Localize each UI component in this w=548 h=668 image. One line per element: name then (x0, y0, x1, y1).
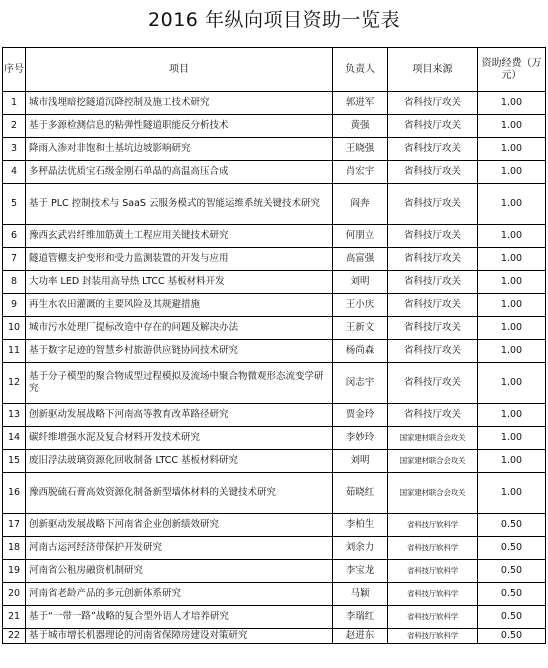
cell-seq: 1 (3, 92, 26, 115)
cell-leader: 刘明 (333, 450, 388, 473)
table-row (3, 184, 546, 225)
cell-leader: 杨尚森 (333, 340, 388, 363)
cell-seq: 20 (3, 583, 26, 606)
table-row (3, 583, 546, 606)
header-leader: 负责人 (333, 48, 388, 92)
cell-leader: 王新文 (333, 317, 388, 340)
cell-project: 基于城市增长机器理论的河南省保障房建设对策研究 (26, 629, 333, 644)
cell-funding: 1.00 (478, 404, 546, 427)
funding-table (2, 47, 546, 644)
table-row (3, 560, 546, 583)
cell-source: 省科技厅攻关 (388, 317, 478, 340)
cell-leader: 闵志宇 (333, 363, 388, 404)
cell-leader: 赵进东 (333, 629, 388, 644)
header-source: 项目来源 (388, 48, 478, 92)
cell-project: 基于多源检测信息的粘弹性隧道职能反分析技术 (26, 115, 333, 138)
table-row (3, 248, 546, 271)
cell-leader: 刘明 (333, 271, 388, 294)
cell-seq: 22 (3, 629, 26, 644)
cell-funding: 1.00 (478, 294, 546, 317)
cell-funding: 1.00 (478, 138, 546, 161)
table-row (3, 225, 546, 248)
cell-seq: 18 (3, 537, 26, 560)
cell-source: 省科技厅软科学 (388, 514, 478, 537)
cell-leader: 茹晓红 (333, 473, 388, 514)
cell-funding: 1.00 (478, 161, 546, 184)
cell-project: 大功率 LED 封装用高导热 LTCC 基板材料开发 (26, 271, 333, 294)
cell-project: 基于数字足迹的智慧乡村旅游供应链协同技术研究 (26, 340, 333, 363)
cell-leader: 王小庆 (333, 294, 388, 317)
cell-leader: 肖宏宇 (333, 161, 388, 184)
cell-leader: 贾金玲 (333, 404, 388, 427)
cell-project: 基于“一带一路”战略的复合型外语人才培养研究 (26, 606, 333, 629)
header-seq: 序号 (3, 48, 26, 92)
table-row (3, 161, 546, 184)
cell-project: 碳纤维增强水泥及复合材料开发技术研究 (26, 427, 333, 450)
table-row (3, 115, 546, 138)
cell-source: 省科技厅攻关 (388, 184, 478, 225)
cell-source: 省科技厅软科学 (388, 537, 478, 560)
cell-source: 国家建材联合会攻关 (388, 473, 478, 514)
cell-source: 国家建材联合会攻关 (388, 427, 478, 450)
cell-source: 省科技厅攻关 (388, 271, 478, 294)
cell-project: 多秤晶法优质宝石级金刚石单晶的高温高压合成 (26, 161, 333, 184)
cell-leader: 王晓强 (333, 138, 388, 161)
cell-leader: 郭进军 (333, 92, 388, 115)
cell-seq: 12 (3, 363, 26, 404)
cell-seq: 10 (3, 317, 26, 340)
cell-source: 省科技厅攻关 (388, 340, 478, 363)
cell-seq: 14 (3, 427, 26, 450)
header-project: 项目 (26, 48, 333, 92)
cell-leader: 高富强 (333, 248, 388, 271)
cell-seq: 19 (3, 560, 26, 583)
cell-source: 省科技厅攻关 (388, 363, 478, 404)
cell-leader: 马颖 (333, 583, 388, 606)
table-row (3, 294, 546, 317)
cell-seq: 3 (3, 138, 26, 161)
cell-source: 省科技厅软科学 (388, 629, 478, 644)
cell-seq: 16 (3, 473, 26, 514)
cell-funding: 0.50 (478, 514, 546, 537)
cell-project: 河南省老龄产品的多元创新体系研究 (26, 583, 333, 606)
header-funding: 资助经费（万元） (478, 48, 546, 92)
page-title: 2016 年纵向项目资助一览表 (148, 9, 400, 31)
cell-funding: 1.00 (478, 473, 546, 514)
cell-leader: 黄强 (333, 115, 388, 138)
cell-funding: 1.00 (478, 450, 546, 473)
cell-project: 城市浅埋暗挖隧道沉降控制及施工技术研究 (26, 92, 333, 115)
cell-project: 城市污水处理厂提标改造中存在的问题及解决办法 (26, 317, 333, 340)
cell-source: 省科技厅攻关 (388, 138, 478, 161)
cell-funding: 1.00 (478, 184, 546, 225)
cell-seq: 2 (3, 115, 26, 138)
cell-source: 省科技厅软科学 (388, 606, 478, 629)
cell-leader: 何朋立 (333, 225, 388, 248)
table-header-row (3, 48, 546, 92)
cell-source: 省科技厅攻关 (388, 115, 478, 138)
cell-funding: 1.00 (478, 427, 546, 450)
cell-leader: 李妙玲 (333, 427, 388, 450)
cell-funding: 1.00 (478, 363, 546, 404)
table-row (3, 317, 546, 340)
cell-leader: 李瑞红 (333, 606, 388, 629)
table-row (3, 271, 546, 294)
cell-source: 省科技厅攻关 (388, 294, 478, 317)
cell-funding: 0.50 (478, 537, 546, 560)
table-row (3, 340, 546, 363)
cell-source: 省科技厅攻关 (388, 404, 478, 427)
cell-source: 省科技厅软科学 (388, 560, 478, 583)
cell-funding: 1.00 (478, 271, 546, 294)
cell-project: 河南古运河经济带保护开发研究 (26, 537, 333, 560)
cell-seq: 11 (3, 340, 26, 363)
cell-project: 豫西脱硫石膏高效资源化制备新型墙体材料的关键技术研究 (26, 473, 333, 514)
cell-funding: 1.00 (478, 248, 546, 271)
cell-funding: 1.00 (478, 317, 546, 340)
cell-source: 国家建材联合会攻关 (388, 450, 478, 473)
table-row (3, 514, 546, 537)
cell-project: 河南省公租房融资机制研究 (26, 560, 333, 583)
cell-seq: 13 (3, 404, 26, 427)
cell-project: 基于 PLC 控制技术与 SaaS 云服务模式的智能运维系统关键技术研究 (26, 184, 333, 225)
table-row (3, 92, 546, 115)
cell-leader: 阎奔 (333, 184, 388, 225)
cell-project: 基于分子模型的聚合物成型过程模拟及流场中聚合物微观形态流变学研究 (26, 363, 333, 404)
cell-project: 隧道管棚支护变形和受力监测装置的开发与应用 (26, 248, 333, 271)
table-row (3, 427, 546, 450)
cell-source: 省科技厅软科学 (388, 583, 478, 606)
cell-project: 创新驱动发展战略下河南高等教育改革路径研究 (26, 404, 333, 427)
cell-project: 豫西玄武岩纤维加筋黄土工程应用关键技术研究 (26, 225, 333, 248)
table-row (3, 138, 546, 161)
cell-funding: 1.00 (478, 115, 546, 138)
cell-funding: 1.00 (478, 340, 546, 363)
cell-seq: 17 (3, 514, 26, 537)
cell-seq: 15 (3, 450, 26, 473)
cell-project: 创新驱动发展战略下河南省企业创新绩效研究 (26, 514, 333, 537)
cell-leader: 刘余力 (333, 537, 388, 560)
cell-seq: 6 (3, 225, 26, 248)
table-row (3, 363, 546, 404)
cell-leader: 李柏生 (333, 514, 388, 537)
cell-funding: 1.00 (478, 225, 546, 248)
table-row (3, 450, 546, 473)
table-row (3, 404, 546, 427)
cell-source: 省科技厅攻关 (388, 248, 478, 271)
cell-funding: 0.50 (478, 606, 546, 629)
cell-seq: 7 (3, 248, 26, 271)
table-row (3, 606, 546, 629)
cell-seq: 8 (3, 271, 26, 294)
cell-seq: 9 (3, 294, 26, 317)
cell-leader: 李宝龙 (333, 560, 388, 583)
cell-project: 再生水农田灌溉的主要风险及其规避措施 (26, 294, 333, 317)
cell-seq: 5 (3, 184, 26, 225)
cell-project: 降雨入渗对非饱和土基坑边坡影响研究 (26, 138, 333, 161)
cell-funding: 0.50 (478, 583, 546, 606)
cell-funding: 0.50 (478, 629, 546, 644)
cell-source: 省科技厅攻关 (388, 225, 478, 248)
cell-funding: 0.50 (478, 560, 546, 583)
cell-source: 省科技厅攻关 (388, 92, 478, 115)
cell-funding: 1.00 (478, 92, 546, 115)
table-row (3, 473, 546, 514)
cell-seq: 21 (3, 606, 26, 629)
cell-project: 废旧浮法玻璃资源化回收制备 LTCC 基板材料研究 (26, 450, 333, 473)
table-row (3, 629, 546, 644)
cell-seq: 4 (3, 161, 26, 184)
table-row (3, 537, 546, 560)
cell-source: 省科技厅攻关 (388, 161, 478, 184)
